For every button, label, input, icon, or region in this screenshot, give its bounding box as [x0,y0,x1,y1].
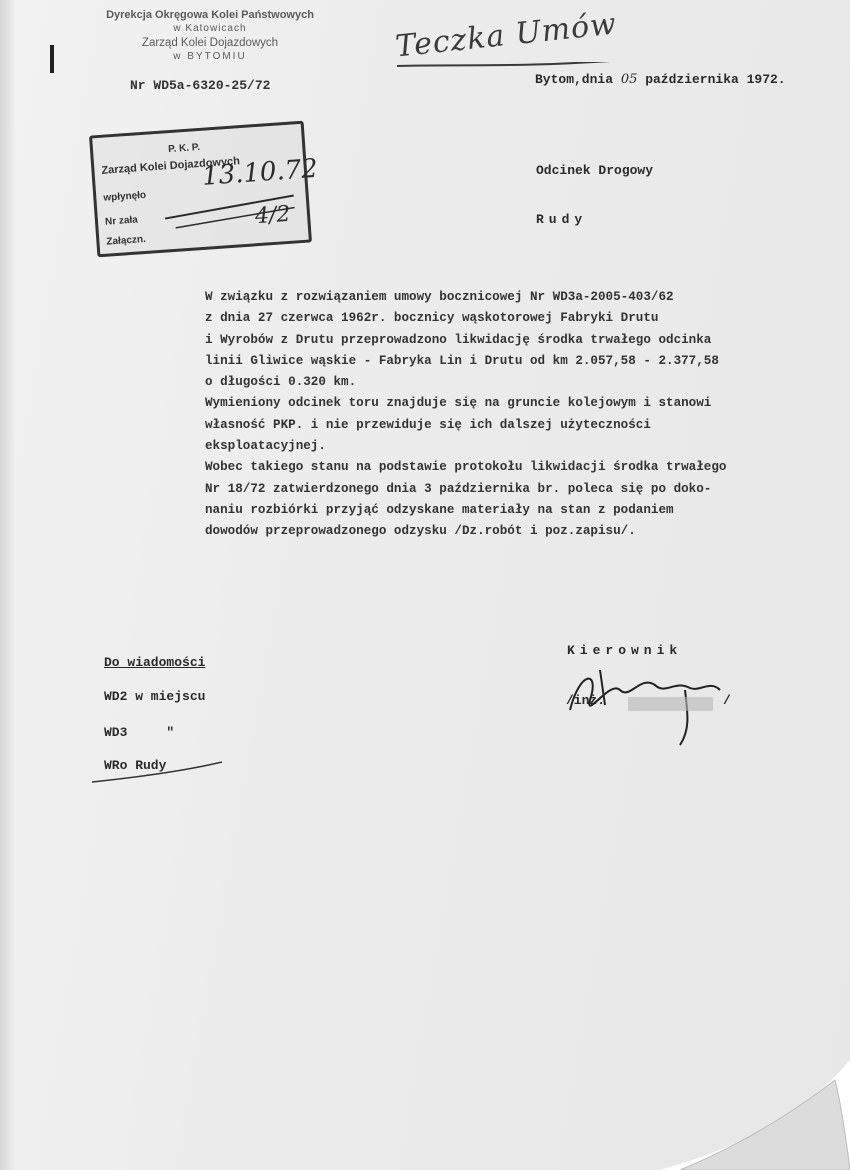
body-line: linii Gliwice wąskie - Fabryka Lin i Drutu od km 2.057,58 - 2.377,58 [205,353,719,368]
body-line: Wymieniony odcinek toru znajduje się na gruncie kolejowym i stanowi [205,396,712,411]
addressee-department: Odcinek Drogowy [536,163,654,178]
letter-body [205,287,815,543]
body-line: własność PKP. i nie przewiduje się ich dalszej użyteczności [205,417,651,432]
body-line: o długości 0.320 km. [205,375,357,390]
stamp-line-2: Zarząd Kolei Dojazdowych [101,155,241,177]
date-day: 05 [620,72,638,87]
stamp-line-5: Załączn. [106,233,147,248]
letterhead-line-1: Dyrekcja Okręgowa Kolei Państwowych [106,9,314,21]
document-date [535,72,786,87]
stamp-handwritten-number: 4/2 [254,201,292,230]
cc-item: WRo Rudy [104,758,167,773]
reference-number: Nr WD5a-6320-25/72 [130,78,271,93]
stamp-line-4: Nr zała [104,214,139,228]
received-stamp [89,121,319,258]
date-prefix: Bytom,dnia [535,72,614,87]
binder-mark [50,45,54,73]
letterhead-line-3: Zarząd Kolei Dojazdowych [141,37,279,49]
stamp-line-3: wpłynęło [103,189,147,204]
addressee-city: Rudy [536,212,588,227]
body-line: naniu rozbiórki przyjąć odzyskane materiały na stan z podaniem [205,502,674,517]
page-curl [620,1060,850,1170]
handwritten-note: Teczka Umów [393,6,619,65]
cc-underline-stroke [90,758,230,788]
signature-name-suffix: / [723,693,731,708]
cc-item: WD3 " [104,725,175,740]
stamp-line-1: P. K. P. [167,141,201,156]
body-line: z dnia 27 czerwca 1962r. bocznicy wąskotorowej Fabryki Drutu [205,311,659,326]
date-suffix: października 1972. [645,72,786,87]
letterhead-line-4: w BYTOMIU [173,51,247,62]
letterhead [95,8,325,64]
body-line: Wobec takiego stanu na podstawie protokołu likwidacji środka trwałego [205,460,727,475]
page-edge-shadow [0,0,14,1170]
body-line: eksploatacyjnej. [205,439,326,454]
stamp-handwritten-date: 13.10.72 [201,153,319,192]
redacted-name [628,697,713,711]
body-line: Nr 18/72 zatwierdzonego dnia 3 października br. poleca się po doko- [205,481,712,496]
signature-name-prefix: /inż. [566,693,606,708]
body-line: W związku z rozwiązaniem umowy bocznicowej Nr WD3a-2005-403/62 [205,290,674,304]
signature-title: Kierownik [567,643,683,658]
body-line: dowodów przeprowadzonego odzysku /Dz.robót i poz.zapisu/. [205,524,636,539]
letterhead-line-2: w Katowicach [173,23,247,34]
cc-item: WD2 w miejscu [104,689,206,704]
body-line: i Wyrobów z Drutu przeprowadzono likwidację środka trwałego odcinka [205,332,712,347]
cc-title: Do wiadomości [104,655,206,670]
